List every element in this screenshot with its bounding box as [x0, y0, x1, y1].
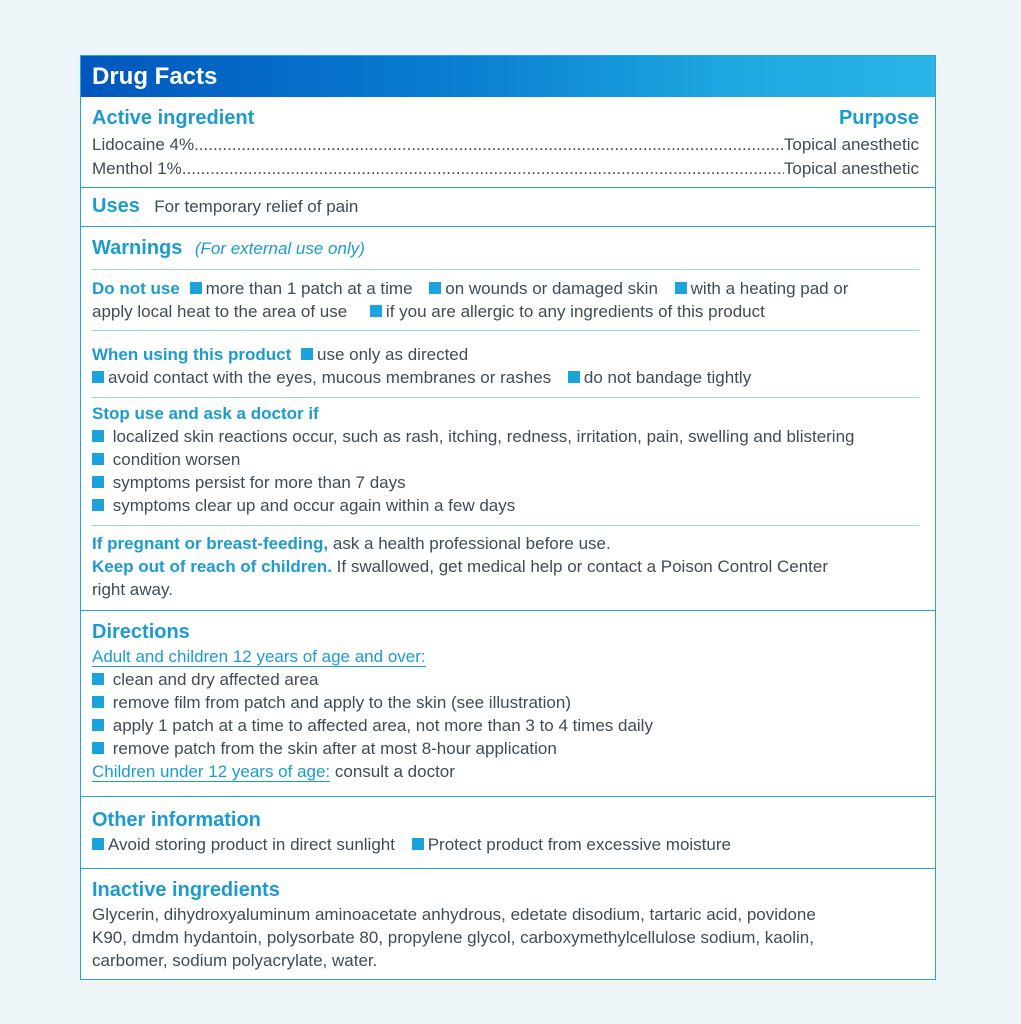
ingredient-name: Lidocaine 4% [92, 135, 195, 154]
other-item: Avoid storing product in direct sunlight [108, 835, 395, 854]
bullet-square [675, 282, 687, 294]
warning-item: if you are allergic to any ingredients of this product [385, 302, 765, 321]
bullet-square [568, 371, 580, 383]
pregnant-text: ask a health professional before use. [332, 534, 611, 553]
uses-section [81, 187, 935, 226]
warning-item: on wounds or damaged skin [445, 279, 658, 298]
warning-item: more than 1 patch at a time [205, 279, 413, 298]
active-ingredient-heading: Active ingredient [92, 107, 255, 129]
direction-item: remove patch from the skin after at most 8-hour application [112, 739, 557, 758]
active-ingredient-section [81, 97, 935, 187]
warning-item: apply local heat to the area of use [92, 302, 348, 321]
warning-item: symptoms clear up and occur again within a few days [112, 496, 516, 515]
inactive-line: carbomer, sodium polyacrylate, water. [92, 951, 378, 970]
bullet-square [92, 499, 104, 511]
bullet-square [92, 453, 104, 465]
other-item: Protect product from excessive moisture [427, 835, 731, 854]
bullet-square [92, 742, 104, 754]
ingredient-purpose: Topical anesthetic [783, 135, 919, 154]
when-using-block [92, 331, 919, 398]
bullet-square [190, 282, 202, 294]
directions-section [81, 610, 935, 796]
adult-label: Adult and children 12 years of age and over: [92, 647, 426, 666]
children-label: Keep out of reach of children. [92, 557, 332, 576]
inactive-line: Glycerin, dihydroxyaluminum aminoacetate anhydrous, edetate disodium, tartaric acid, povidone [92, 905, 816, 924]
bullet-square [92, 838, 104, 850]
pregnant-children-block [92, 526, 919, 601]
warning-item: avoid contact with the eyes, mucous membranes or rashes [108, 368, 552, 387]
warning-item: condition worsen [112, 450, 241, 469]
children-text-cont: right away. [92, 580, 173, 599]
when-using-label: When using this product [92, 345, 292, 364]
drug-facts-title: Drug Facts [81, 56, 935, 97]
children-text: If swallowed, get medical help or contact a Poison Control Center [336, 557, 829, 576]
warning-item: do not bandage tightly [583, 368, 752, 387]
drug-facts-panel [80, 55, 936, 980]
warnings-note: (For external use only) [194, 239, 365, 258]
dot-leader [182, 157, 784, 181]
warning-item: with a heating pad or [690, 279, 849, 298]
bullet-square [92, 430, 104, 442]
bullet-square [92, 696, 104, 708]
bullet-square [92, 371, 104, 383]
bullet-square [429, 282, 441, 294]
bullet-square [412, 838, 424, 850]
inactive-ingredients-heading: Inactive ingredients [92, 879, 280, 901]
bullet-square [301, 348, 313, 360]
uses-text: For temporary relief of pain [154, 197, 359, 216]
direction-item: apply 1 patch at a time to affected area, not more than 3 to 4 times daily [112, 716, 653, 735]
direction-item: remove film from patch and apply to the skin (see illustration) [112, 693, 571, 712]
bullet-square [92, 719, 104, 731]
ingredient-row [92, 133, 919, 157]
dot-leader [194, 133, 784, 157]
stop-use-label: Stop use and ask a doctor if [92, 404, 319, 423]
ingredient-purpose: Topical anesthetic [783, 159, 919, 178]
do-not-use-block [92, 270, 919, 331]
child-text: consult a doctor [334, 762, 455, 781]
bullet-square [92, 476, 104, 488]
direction-item: clean and dry affected area [112, 670, 319, 689]
warnings-heading: Warnings [92, 237, 183, 259]
bullet-square [92, 673, 104, 685]
ingredient-row [92, 157, 919, 181]
bullet-square [370, 305, 382, 317]
other-information-heading: Other information [92, 809, 261, 831]
other-information-section [81, 796, 935, 868]
inactive-line: K90, dmdm hydantoin, polysorbate 80, propylene glycol, carboxymethylcellulose sodium, kaolin, [92, 928, 814, 947]
directions-heading: Directions [92, 621, 190, 643]
do-not-use-label: Do not use [92, 279, 180, 298]
warning-item: use only as directed [317, 345, 469, 364]
warning-item: symptoms persist for more than 7 days [112, 473, 406, 492]
pregnant-label: If pregnant or breast-feeding, [92, 534, 329, 553]
child-label: Children under 12 years of age: [92, 762, 331, 781]
purpose-heading: Purpose [838, 107, 919, 129]
inactive-ingredients-section [81, 868, 935, 972]
warning-item: localized skin reactions occur, such as rash, itching, redness, irritation, pain, swelling and blistering [112, 427, 855, 446]
ingredient-name: Menthol 1% [92, 159, 182, 178]
uses-heading: Uses [92, 195, 140, 217]
warnings-section [81, 226, 935, 610]
stop-use-block [92, 398, 919, 526]
